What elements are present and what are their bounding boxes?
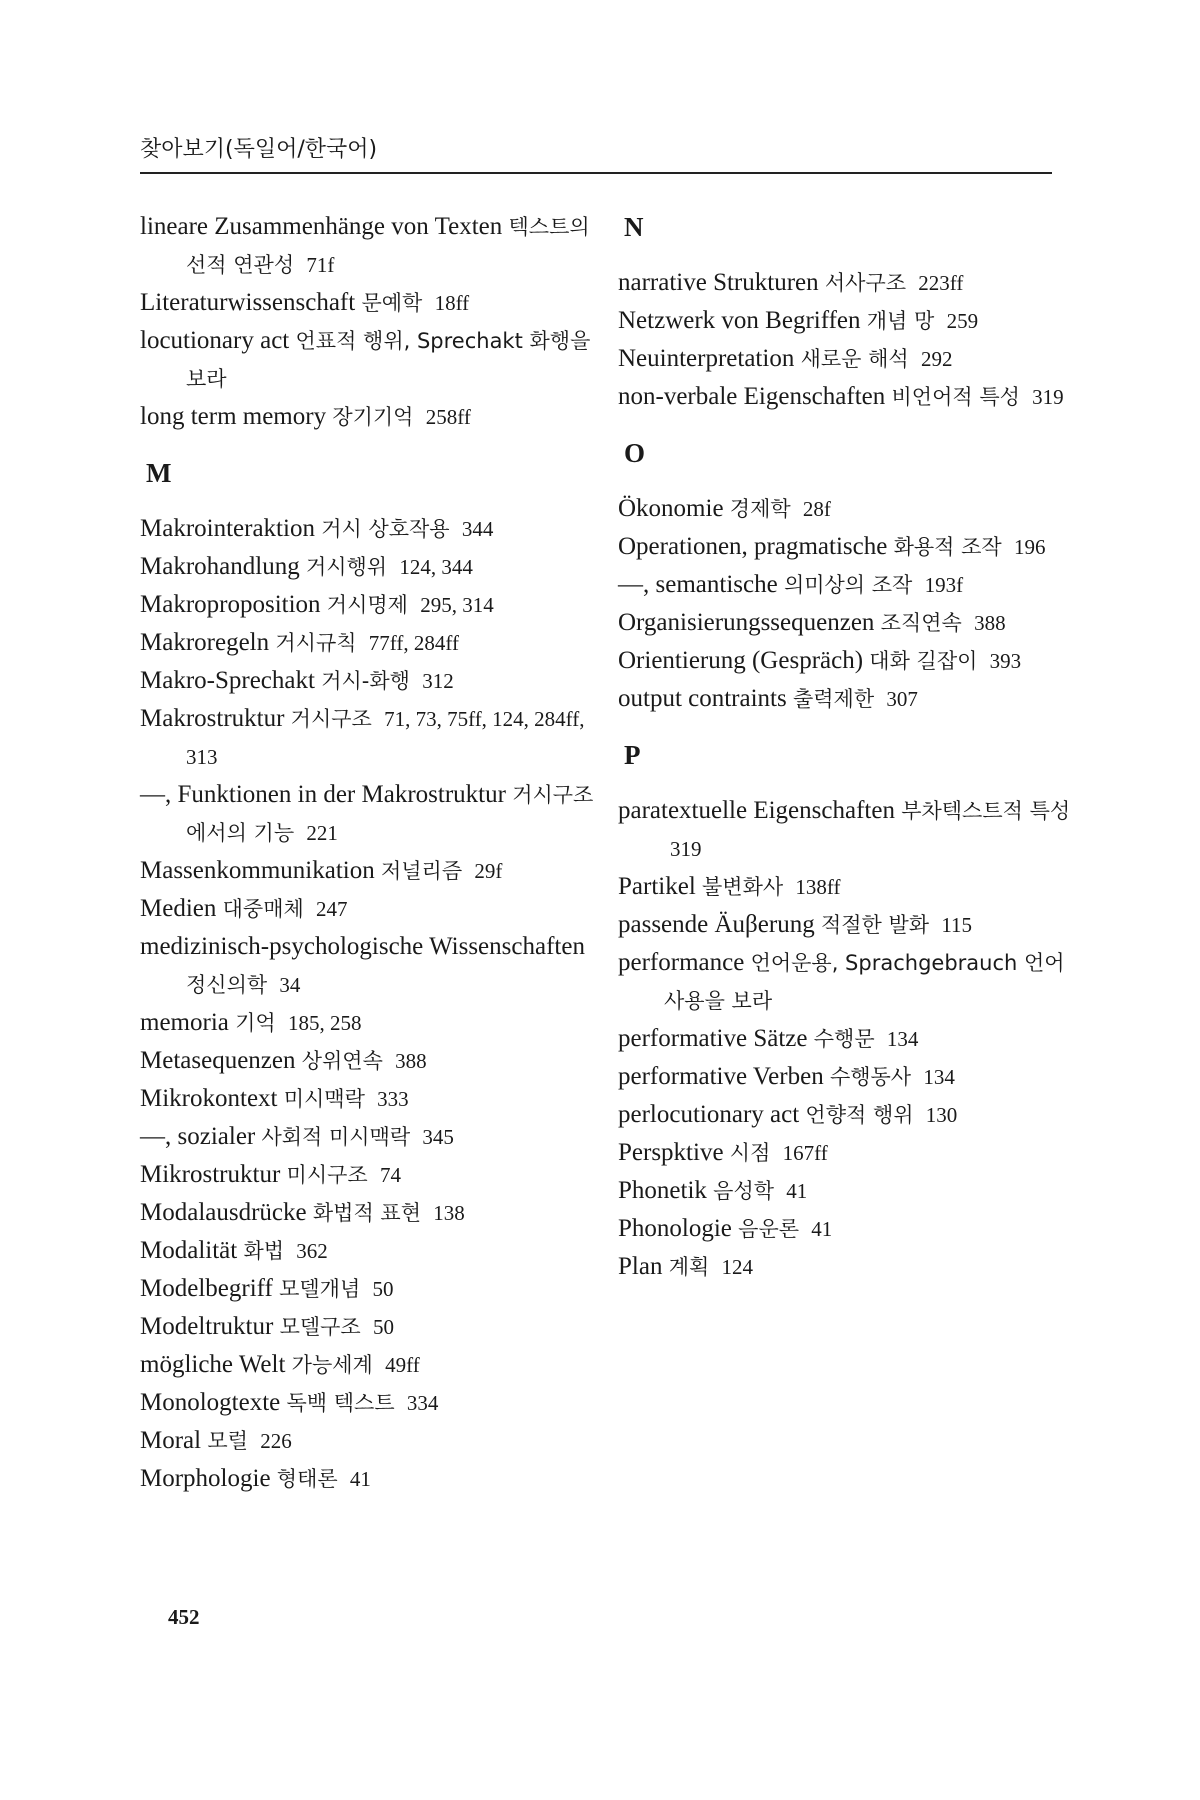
entry-term: Organisierungssequenzen (618, 609, 875, 636)
index-entry (140, 398, 595, 436)
entry-translation: 비언어적 특성 (891, 385, 1020, 409)
entry-term: Makroregeln (140, 629, 270, 656)
entry-pages: 196 (1013, 535, 1046, 559)
index-entry (618, 642, 1073, 680)
entry-pages: 130 (925, 1103, 958, 1127)
entry-translation: 개념 망 (866, 309, 935, 333)
index-entry (618, 1172, 1073, 1210)
index-entry (140, 1080, 595, 1118)
index-entry (140, 890, 595, 928)
entry-term: long term memory (140, 403, 327, 430)
page-number: 452 (168, 1605, 200, 1629)
entry-pages: 41 (786, 1179, 808, 1203)
entry-term: Makroproposition (140, 591, 321, 618)
entry-term: Mikrostruktur (140, 1161, 281, 1188)
entry-term: non-verbale Eigenschaften (618, 383, 886, 410)
entry-term: Massenkommunikation (140, 857, 375, 884)
index-entry (618, 604, 1073, 642)
entry-term: performative Verben (618, 1063, 824, 1090)
index-entry (140, 1346, 595, 1384)
entry-translation: 문예학 (361, 291, 423, 315)
entry-translation: 대중매체 (222, 897, 304, 921)
entry-term: paratextuelle Eigenschaften (618, 797, 895, 824)
index-entry (618, 566, 1073, 604)
entry-term: Metasequenzen (140, 1047, 296, 1074)
entry-translation: 미시구조 (286, 1163, 368, 1187)
index-entry (618, 264, 1073, 302)
index-entry (618, 1058, 1073, 1096)
entry-pages: 388 (395, 1049, 427, 1073)
entry-pages: 185, 258 (287, 1011, 362, 1035)
index-entry (618, 906, 1073, 944)
entry-pages: 345 (422, 1125, 454, 1149)
entry-translation: 의미상의 조작 (783, 573, 913, 597)
entry-term: Perspktive (618, 1139, 724, 1166)
entry-term: Operationen, pragmatische (618, 533, 888, 560)
index-entry (140, 624, 595, 662)
entry-term: passende Äuβerung (618, 911, 815, 938)
entry-translation: 화법적 표현 (312, 1201, 421, 1225)
entry-translation: 모델구조 (279, 1315, 361, 1339)
entry-term: Moral (140, 1427, 202, 1454)
index-entry (618, 680, 1073, 718)
entry-translation: 화용적 조작 (893, 535, 1002, 559)
entry-term: Netzwerk von Begriffen (618, 307, 861, 334)
entry-translation: 거시규칙 (275, 631, 357, 655)
entry-term: performative Sätze (618, 1025, 808, 1052)
index-entry (140, 1118, 595, 1156)
entry-term: locutionary act (140, 327, 290, 354)
entry-pages: 115 (941, 913, 973, 937)
index-column-left (140, 208, 595, 1498)
index-entry (618, 302, 1073, 340)
entry-pages: 138ff (795, 875, 841, 899)
entry-term: medizinisch-psychologische Wissenschaften (140, 933, 585, 960)
index-entry (140, 322, 595, 398)
entry-term: Phonetik (618, 1177, 707, 1204)
index-entry (140, 586, 595, 624)
entry-translation: 거시-화행 (321, 669, 410, 693)
entry-translation: 모델개념 (279, 1277, 361, 1301)
entry-term: Makrostruktur (140, 705, 285, 732)
header-rule (140, 172, 1052, 174)
entry-translation: 새로운 해석 (800, 347, 909, 371)
index-entry (618, 1020, 1073, 1058)
entry-translation: 계획 (668, 1255, 710, 1279)
entry-term: Makrointeraktion (140, 515, 315, 542)
entry-pages: 259 (946, 309, 979, 333)
entry-translation: 기억 (235, 1011, 276, 1035)
entry-translation: 저널리즘 (380, 859, 463, 883)
index-entry (618, 1248, 1073, 1286)
entry-translation: 상위연속 (301, 1049, 383, 1073)
index-entry (140, 1422, 595, 1460)
entry-term: Literaturwissenschaft (140, 289, 356, 316)
index-column-right (618, 208, 1073, 1286)
index-entry (140, 1270, 595, 1308)
entry-pages: 334 (406, 1391, 439, 1415)
entry-term: memoria (140, 1009, 229, 1036)
entry-translation: 형태론 (276, 1467, 338, 1491)
entry-pages: 29f (474, 859, 503, 883)
entry-translation: 언표적 행위, Sprechakt 화행을 보라 (186, 329, 591, 391)
entry-term: performance (618, 949, 745, 976)
index-entry (618, 792, 1073, 868)
entry-pages: 74 (379, 1163, 401, 1187)
index-entry (618, 340, 1073, 378)
entry-pages: 295, 314 (420, 593, 494, 617)
entry-pages: 41 (811, 1217, 833, 1241)
index-entry (140, 1308, 595, 1346)
entry-pages: 393 (989, 649, 1022, 673)
index-entry (618, 490, 1073, 528)
section-letter: M (146, 458, 172, 488)
entry-translation: 미시맥락 (283, 1087, 365, 1111)
entry-term: perlocutionary act (618, 1101, 800, 1128)
entry-term: mögliche Welt (140, 1351, 286, 1378)
entry-pages: 333 (377, 1087, 409, 1111)
index-entry (140, 1460, 595, 1498)
entry-translation: 화법 (243, 1239, 285, 1263)
entry-pages: 388 (974, 611, 1006, 635)
index-entry (140, 208, 595, 284)
entry-pages: 167ff (782, 1141, 828, 1165)
entry-term: Modeltruktur (140, 1313, 274, 1340)
index-entry (618, 378, 1073, 416)
entry-term: Morphologie (140, 1465, 271, 1492)
section-letter: N (624, 212, 644, 242)
entry-pages: 18ff (434, 291, 470, 315)
entry-pages: 28f (802, 497, 831, 521)
entry-pages: 312 (422, 669, 454, 693)
entry-term: Ökonomie (618, 495, 724, 522)
entry-term: Modelbegriff (140, 1275, 273, 1302)
index-entry (618, 944, 1073, 1020)
entry-pages: 138 (433, 1201, 465, 1225)
entry-pages: 49ff (385, 1353, 420, 1377)
entry-translation: 모럴 (207, 1429, 248, 1453)
entry-pages: 134 (886, 1027, 919, 1051)
entry-translation: 불변화사 (702, 875, 784, 899)
entry-translation: 정신의학 (186, 973, 268, 997)
entry-pages: 226 (260, 1429, 292, 1453)
entry-pages: 71, 73, 75ff, 124, 284ff, 313 (186, 707, 585, 769)
entry-translation: 가능세계 (291, 1353, 373, 1377)
entry-pages: 292 (920, 347, 953, 371)
entry-term: —, sozialer (140, 1123, 256, 1150)
index-entry (618, 528, 1073, 566)
index-entry (140, 1042, 595, 1080)
entry-pages: 221 (306, 821, 338, 845)
entry-translation: 거시명제 (326, 593, 408, 617)
index-entry (140, 1384, 595, 1422)
entry-pages: 124 (721, 1255, 754, 1279)
entry-translation: 경제학 (729, 497, 791, 521)
entry-term: Monologtexte (140, 1389, 281, 1416)
section-letter: O (624, 438, 646, 468)
page-title: 찾아보기(독일어/한국어) (140, 137, 378, 162)
index-entry (140, 662, 595, 700)
entry-translation: 적절한 발화 (820, 913, 930, 937)
entry-translation: 시점 (729, 1141, 771, 1165)
entry-pages: 134 (923, 1065, 955, 1089)
index-entry (140, 548, 595, 586)
entry-translation: 대화 길잡이 (869, 649, 978, 673)
entry-term: —, semantische (618, 571, 778, 598)
index-entry (140, 700, 595, 776)
entry-term: lineare Zusammenhänge von Texten (140, 213, 503, 240)
entry-term: narrative Strukturen (618, 269, 819, 296)
entry-pages: 77ff, 284ff (368, 631, 459, 655)
entry-translation: 독백 텍스트 (286, 1391, 395, 1415)
entry-translation: 언향적 행위 (805, 1103, 914, 1127)
entry-pages: 34 (279, 973, 301, 997)
entry-term: Plan (618, 1253, 663, 1280)
entry-term: —, Funktionen in der Makrostruktur (140, 781, 506, 808)
entry-translation: 부차텍스트적 특성 (901, 799, 1071, 823)
entry-pages: 50 (372, 1277, 394, 1301)
entry-pages: 50 (372, 1315, 394, 1339)
entry-pages: 124, 344 (399, 555, 473, 579)
entry-translation: 언어운용, Sprachgebrauch 언어사용을 보라 (664, 951, 1065, 1013)
index-entry (618, 868, 1073, 906)
index-entry (140, 852, 595, 890)
index-entry (140, 1156, 595, 1194)
entry-translation: 조직연속 (880, 611, 962, 635)
entry-term: Mikrokontext (140, 1085, 278, 1112)
entry-term: Medien (140, 895, 217, 922)
entry-translation: 거시구조에서의 기능 (186, 783, 594, 845)
entry-term: Partikel (618, 873, 696, 900)
entry-pages: 258ff (425, 405, 471, 429)
entry-term: Orientierung (Gespräch) (618, 647, 864, 674)
entry-pages: 247 (316, 897, 348, 921)
entry-pages: 319 (670, 837, 702, 861)
entry-term: Makro-Sprechakt (140, 667, 315, 694)
index-entry (140, 1004, 595, 1042)
index-entry (140, 1194, 595, 1232)
entry-pages: 223ff (918, 271, 964, 295)
entry-translation: 수행동사 (829, 1065, 912, 1089)
entry-translation: 텍스트의 선적 연관성 (186, 215, 590, 277)
entry-pages: 319 (1032, 385, 1064, 409)
index-entry (618, 1096, 1073, 1134)
entry-translation: 음운론 (738, 1217, 800, 1241)
section-letter: P (624, 740, 641, 770)
entry-translation: 출력제한 (792, 687, 875, 711)
index-entry (140, 776, 595, 852)
entry-pages: 344 (461, 517, 494, 541)
entry-pages: 71f (306, 253, 335, 277)
entry-translation: 거시행위 (305, 555, 388, 579)
entry-term: Phonologie (618, 1215, 732, 1242)
entry-pages: 41 (349, 1467, 371, 1491)
entry-term: output contraints (618, 685, 787, 712)
entry-pages: 307 (886, 687, 918, 711)
index-entry (618, 1134, 1073, 1172)
entry-translation: 수행문 (813, 1027, 875, 1051)
entry-pages: 362 (296, 1239, 328, 1263)
entry-translation: 거시 상호작용 (321, 517, 450, 541)
index-entry (140, 928, 595, 1004)
entry-term: Modalität (140, 1237, 238, 1264)
entry-translation: 음성학 (713, 1179, 775, 1203)
entry-translation: 사회적 미시맥락 (261, 1125, 411, 1149)
entry-translation: 서사구조 (824, 271, 907, 295)
index-entry (618, 1210, 1073, 1248)
entry-translation: 거시구조 (290, 707, 372, 731)
entry-term: Makrohandlung (140, 553, 300, 580)
entry-term: Neuinterpretation (618, 345, 795, 372)
index-entry (140, 510, 595, 548)
entry-term: Modalausdrücke (140, 1199, 307, 1226)
running-header (140, 132, 1052, 171)
index-entry (140, 1232, 595, 1270)
entry-translation: 장기기억 (332, 405, 414, 429)
index-entry (140, 284, 595, 322)
entry-pages: 193f (924, 573, 964, 597)
